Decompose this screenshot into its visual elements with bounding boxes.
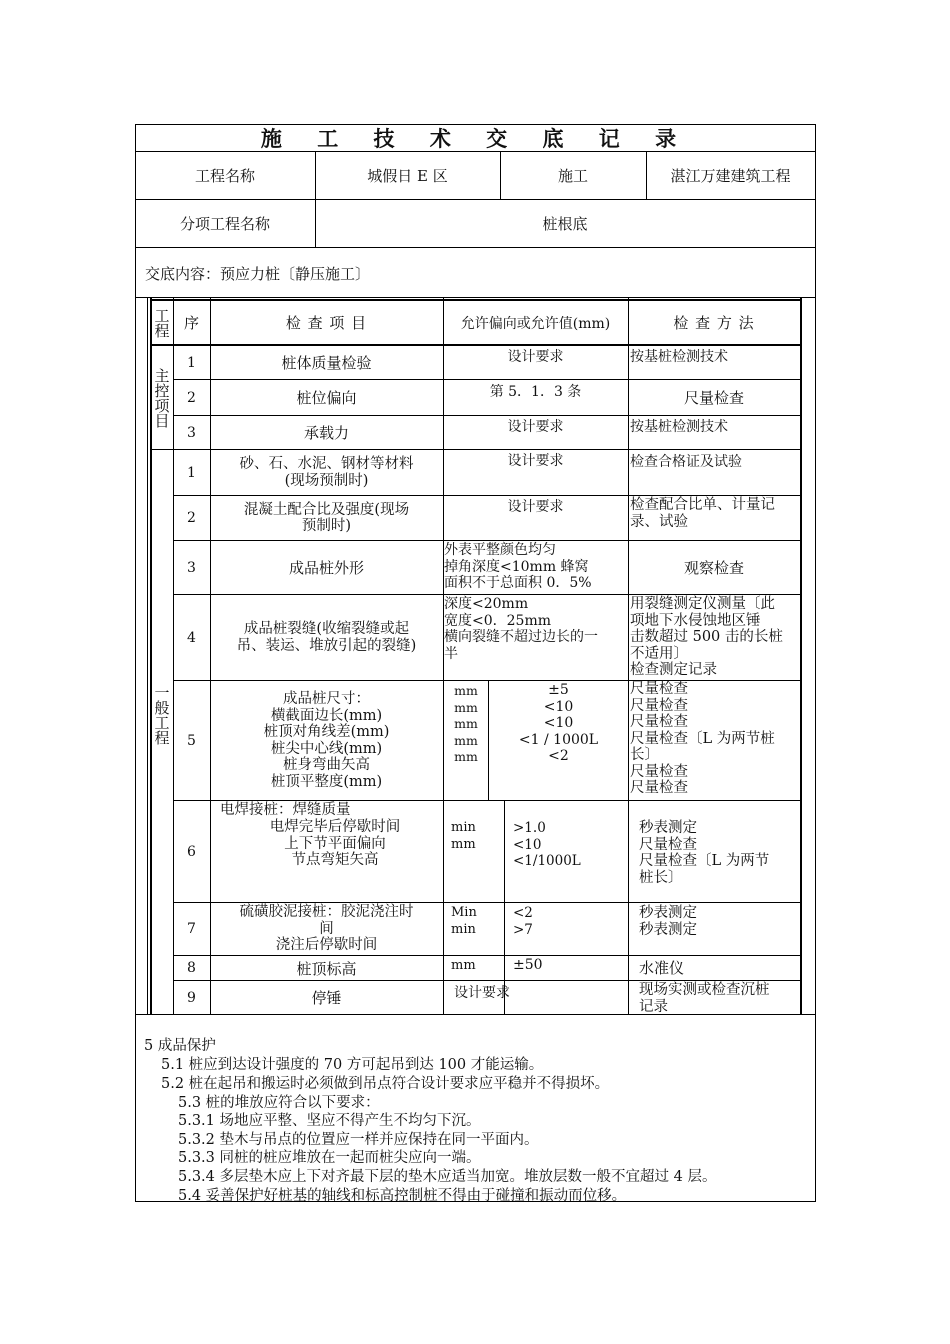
header-project: 工程 [152, 307, 171, 338]
construction-label: 施工 [557, 166, 588, 185]
protection-line: 5.4 妥善保护好桩基的轴线和标高控制桩不得由于碰撞和振动而位移。 [178, 1188, 627, 1204]
gen-row-8-item: 桩顶标高 [296, 959, 357, 978]
project-name: 城假日 E 区 [367, 166, 448, 185]
protection-line: 5.3.2 垫木与吊点的位置应一样并应保持在同一平面内。 [178, 1132, 539, 1148]
construction-unit: 湛江万建建筑工程 [670, 166, 791, 185]
main-row-2-method: 尺量检查 [683, 389, 744, 407]
gen-row-8-value: ±50 [513, 957, 543, 973]
gen-row-4-method: 用裂缝测定仪测量〔此 项地下水侵蚀地区锤 击数超过 500 击的长桩 不适用〕 检查测定记录 [630, 596, 783, 678]
gen-row-9-method: 现场实测或检查沉桩 记录 [639, 982, 770, 1015]
gen-row-7-value: <2 >7 [513, 905, 533, 938]
header-method: 检 查 方 法 [673, 314, 755, 332]
gen-row-6-item: 电焊完毕后停歇时间 上下节平面偏向 节点弯矩矢高 [269, 819, 401, 868]
gen-row-3-value: 外表平整颜色均匀 掉角深度<10mm 蜂窝 面积不于总面积 0．5% [444, 542, 592, 591]
subproject: 桩根底 [542, 214, 588, 233]
main-row-2-value: 第 5．1．3 条 [489, 384, 582, 400]
gen-row-4-item: 成品桩裂缝(收缩裂缝或起 吊、装运、堆放引起的裂缝) [236, 621, 417, 654]
gen-row-6-item-head: 电焊接桩：焊缝质量 [220, 802, 351, 818]
protection-line: 5.2 桩在起吊和搬运时必须做到吊点符合设计要求应平稳并不得损坏。 [161, 1076, 610, 1092]
protection-line: 5.1 桩应到达设计强度的 70 方可起吊到达 100 才能运输。 [161, 1057, 544, 1073]
gen-row-5-no: 5 [187, 732, 196, 749]
project-name-label: 工程名称 [194, 166, 255, 185]
gen-row-5-method: 尺量检查 尺量检查 尺量检查 尺量检查〔L 为两节桩 长〕 尺量检查 尺量检查 [630, 681, 775, 796]
subproject-label: 分项工程名称 [179, 214, 270, 233]
main-row-2-no: 2 [187, 389, 196, 406]
protection-line: 5.3.4 多层垫木应上下对齐最下层的垫木应适当加宽。堆放层数一般不宜超过 4 层。 [178, 1169, 717, 1185]
protection-line: 5.3 桩的堆放应符合以下要求： [178, 1095, 380, 1111]
gen-row-9-no: 9 [187, 989, 196, 1006]
main-row-3-item: 承载力 [303, 424, 349, 442]
gen-row-1-method: 检查合格证及试验 [630, 454, 742, 470]
group-general: 一般工程 [152, 685, 171, 745]
gen-row-1-value: 设计要求 [507, 453, 564, 469]
gen-row-4-value: 深度<20mm 宽度<0．25mm 横向裂缝不超过边长的一 半 [444, 596, 598, 662]
gen-row-5-item: 成品桩尺寸： 横截面边长(mm) 桩顶对角线差(mm) 桩尖中心线(mm) 桩身弯曲矢高 桩顶平整度(mm) [263, 691, 390, 790]
gen-row-9-item: 停锤 [311, 989, 342, 1007]
gen-row-9-value: 设计要求 [454, 985, 510, 1001]
header-no: 序 [183, 314, 199, 332]
gen-row-6-unit: min mm [451, 820, 476, 852]
gen-row-7-no: 7 [187, 921, 196, 937]
gen-row-2-item: 混凝土配合比及强度(现场 预制时) [243, 501, 410, 534]
group-main-control: 主控项目 [152, 367, 171, 428]
header-item: 检 查 项 目 [285, 314, 368, 332]
main-row-1-no: 1 [187, 354, 196, 371]
gen-row-8-method: 水准仪 [639, 959, 685, 977]
gen-row-8-unit: mm [451, 958, 476, 973]
gen-row-7-method: 秒表测定 秒表测定 [639, 905, 697, 938]
gen-row-2-value: 设计要求 [507, 499, 564, 515]
protection-heading: 5 成品保护 [144, 1038, 216, 1054]
gen-row-4-no: 4 [187, 629, 196, 646]
gen-row-7-unit: Min min [451, 905, 477, 937]
header-tolerance: 允许偏向或允许值(mm) [460, 315, 611, 332]
gen-row-2-no: 2 [187, 510, 196, 526]
gen-row-5-unit: mm mm mm mm mm [454, 683, 478, 764]
gen-row-7-item: 硫磺胶泥接桩：胶泥浇注时 间 浇注后停歇时间 [239, 904, 414, 953]
protection-line: 5.3.1 场地应平整、坚应不得产生不均匀下沉。 [178, 1113, 481, 1129]
gen-row-6-no: 6 [187, 843, 196, 860]
gen-row-3-method: 观察检查 [683, 559, 744, 577]
content-line: 交底内容：预应力桩〔静压施工〕 [145, 265, 371, 283]
protection-line: 5.3.3 同桩的桩应堆放在一起而桩尖应向一端。 [178, 1150, 481, 1166]
main-row-3-method: 按基桩检测技术 [630, 419, 728, 435]
gen-row-8-no: 8 [187, 960, 196, 976]
main-row-3-value: 设计要求 [507, 419, 564, 435]
main-row-1-method: 按基桩检测技术 [630, 349, 728, 365]
gen-row-2-method: 检查配合比单、计量记 录、试验 [630, 497, 775, 530]
gen-row-6-method: 秒表测定 尺量检查 尺量检查〔L 为两节 桩长〕 [639, 820, 770, 886]
main-row-2-item: 桩位偏向 [296, 389, 357, 407]
main-row-1-item: 桩体质量检验 [281, 354, 372, 372]
gen-row-5-value: ±5 <10 <10 <1 / 1000L <2 [518, 682, 599, 764]
gen-row-1-no: 1 [187, 464, 196, 481]
gen-row-1-item: 砂、石、水泥、钢材等材料 (现场预制时) [239, 456, 414, 489]
gen-row-3-no: 3 [187, 559, 196, 576]
page-title: 施 工 技 术 交 底 记 录 [260, 125, 691, 151]
main-row-3-no: 3 [187, 424, 196, 441]
main-row-1-value: 设计要求 [507, 349, 564, 365]
gen-row-6-value: >1.0 <10 <1/1000L [513, 820, 581, 869]
gen-row-3-item: 成品桩外形 [288, 559, 364, 577]
